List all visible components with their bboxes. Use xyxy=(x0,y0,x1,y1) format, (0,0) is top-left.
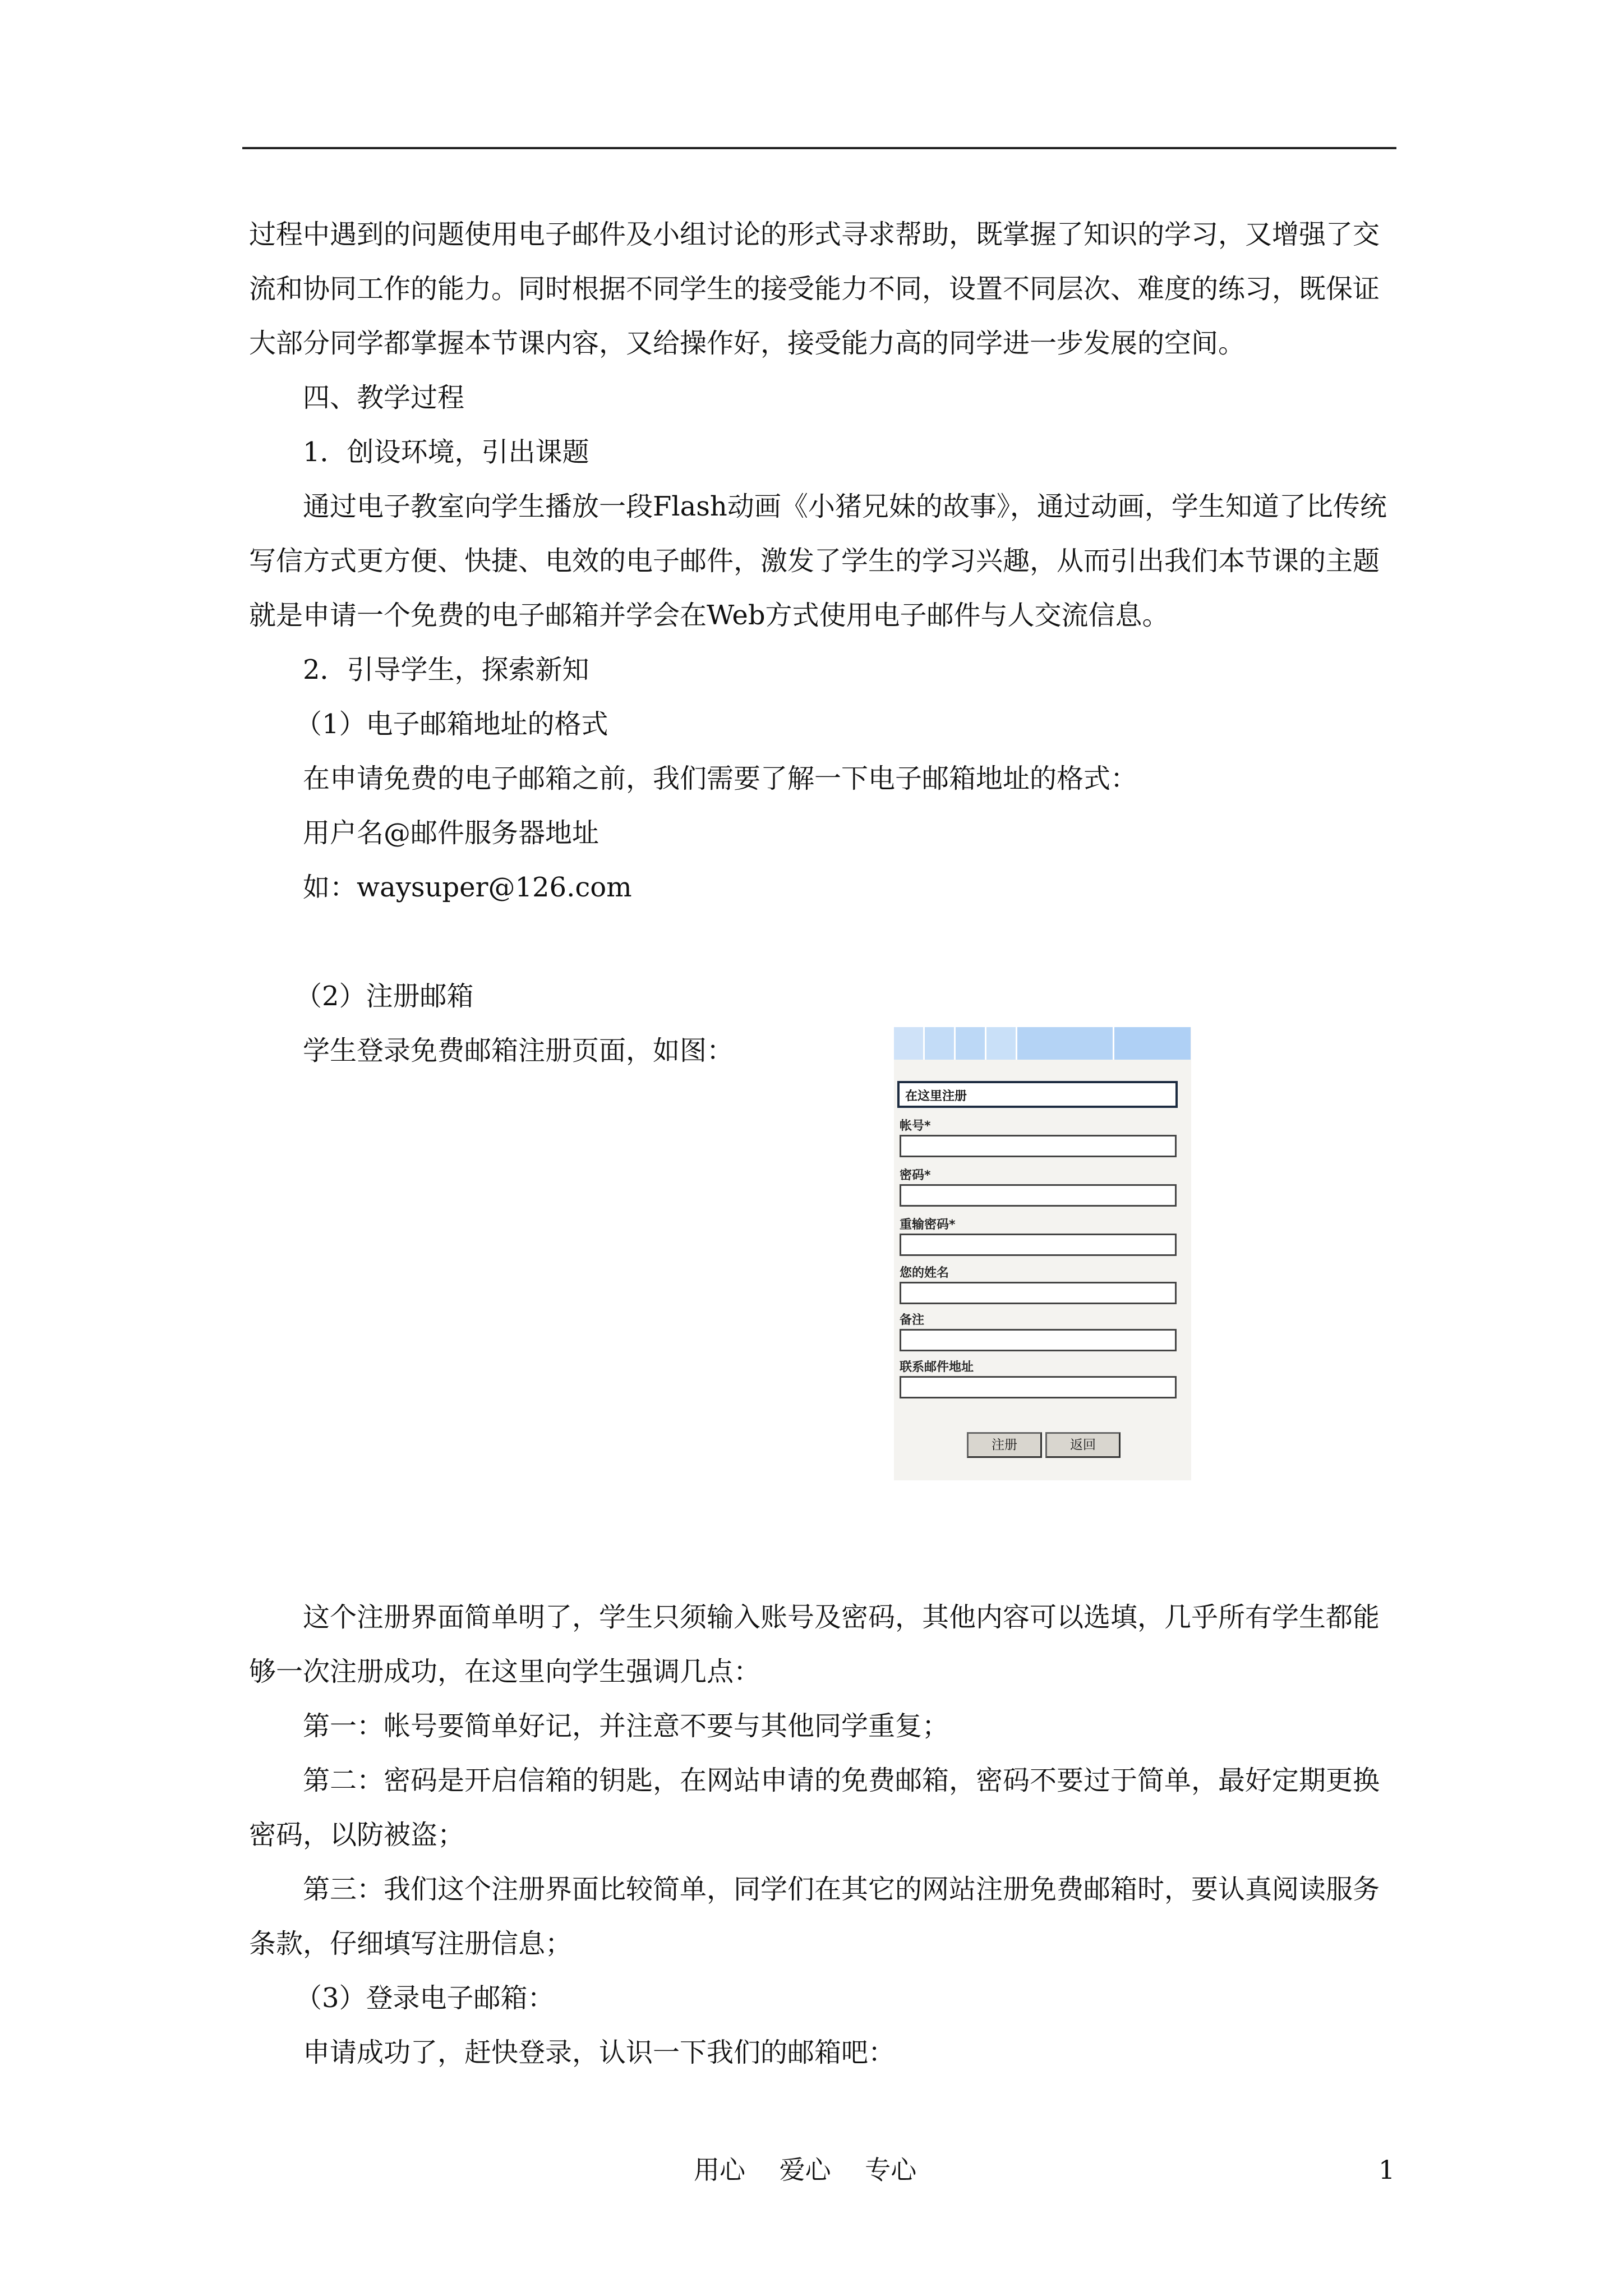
step-heading-1: 1．创设环境，引出课题 xyxy=(303,436,589,468)
confirm-password-field xyxy=(900,1217,1180,1256)
point-three: 第三：我们这个注册界面比较简单，同学们在其它的网站注册免费邮箱时，要认真阅读服务条款，仔细填写注册信息； xyxy=(249,1874,1380,1959)
register-figure-caption: 学生登录免费邮箱注册页面，如图： xyxy=(303,1035,734,1066)
address-format: 用户名@邮件服务器地址 xyxy=(303,817,600,849)
point-one: 第一：帐号要简单好记，并注意不要与其他同学重复； xyxy=(303,1710,949,1742)
note-field xyxy=(900,1312,1180,1351)
note-input[interactable] xyxy=(900,1329,1177,1351)
paragraph-register-notes: 这个注册界面简单明了，学生只须输入账号及密码，其他内容可以选填，几乎所有学生都能够一次注册成功，在这里向学生强调几点： xyxy=(249,1602,1380,1687)
paragraph-address-intro: 在申请免费的电子邮箱之前，我们需要了解一下电子邮箱地址的格式： xyxy=(303,763,1138,794)
paragraph-intro: 过程中遇到的问题使用电子邮件及小组讨论的形式寻求帮助，既掌握了知识的学习，又增强了交流和协同工作的能力。同时根据不同学生的接受能力不同，设置不同层次、难度的练习，既保证大部分同学都掌握本节课内容，又给操作好，接受能力高的同学进一步发展的空间。 xyxy=(249,219,1380,359)
sub-heading-login: （3）登录电子邮箱： xyxy=(295,1982,555,2014)
footer-motto: 用心 爱心 专心 xyxy=(694,2155,917,2185)
note-label: 备注 xyxy=(900,1313,925,1327)
password-input[interactable] xyxy=(900,1184,1177,1207)
paragraph-login: 申请成功了，赶快登录，认识一下我们的邮箱吧： xyxy=(303,2037,896,2068)
step-heading-2: 2．引导学生，探索新知 xyxy=(303,654,589,685)
name-field xyxy=(900,1265,1180,1304)
page-number: 1 xyxy=(1378,2155,1395,2185)
register-banner xyxy=(894,1027,1191,1060)
section-heading-teaching-process: 四、教学过程 xyxy=(303,382,465,413)
point-two: 第二：密码是开启信箱的钥匙，在网站申请的免费邮箱，密码不要过于简单，最好定期更换密码，以防被盗； xyxy=(249,1765,1380,1851)
confirm-password-label: 重输密码* xyxy=(900,1218,956,1232)
header-rule xyxy=(242,147,1396,149)
confirm-password-input[interactable] xyxy=(900,1234,1177,1256)
contact-email-input[interactable] xyxy=(900,1376,1177,1398)
register-back-button[interactable]: 返回 xyxy=(1045,1432,1121,1458)
contact-email-field xyxy=(900,1359,1180,1398)
register-form-header: 在这里注册 xyxy=(897,1081,1178,1108)
contact-email-label: 联系邮件地址 xyxy=(900,1360,974,1374)
account-field xyxy=(900,1118,1180,1157)
register-page-screenshot xyxy=(894,1027,1191,1480)
sub-heading-address-format: （1）电子邮箱地址的格式 xyxy=(295,708,608,740)
document-body xyxy=(249,208,1393,2080)
name-input[interactable] xyxy=(900,1282,1177,1304)
name-label: 您的姓名 xyxy=(900,1266,949,1280)
address-example: 如：waysuper@126.com xyxy=(303,872,632,903)
password-label: 密码* xyxy=(900,1168,931,1182)
sub-heading-register: （2）注册邮箱 xyxy=(295,981,474,1012)
password-field xyxy=(900,1167,1180,1207)
paragraph-flash-animation: 通过电子教室向学生播放一段Flash动画《小猪兄妹的故事》，通过动画，学生知道了比传统写信方式更方便、快捷、电效的电子邮件，激发了学生的学习兴趣，从而引出我们本节课的主题就是申请一个免费的电子邮箱并学会在Web方式使用电子邮件与人交流信息。 xyxy=(249,491,1387,631)
register-figure-row xyxy=(249,1024,1393,1590)
account-label: 帐号* xyxy=(900,1119,931,1133)
account-input[interactable] xyxy=(900,1135,1177,1157)
register-buttons xyxy=(967,1432,1121,1458)
register-submit-button[interactable]: 注册 xyxy=(967,1432,1042,1458)
blank-line xyxy=(249,915,1393,969)
